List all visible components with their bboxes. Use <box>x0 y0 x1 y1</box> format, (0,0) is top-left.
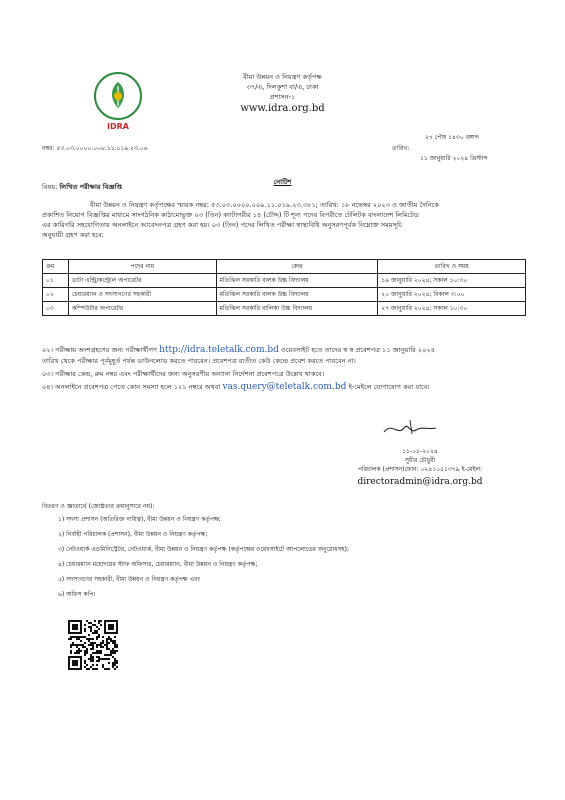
notice-body <box>42 200 532 240</box>
distribution-item: ৬) অফিস কপি। <box>58 591 96 598</box>
distribution-item: ৫) সদস্যগণের সহকারী, বীমা উন্নয়ন ও নিয়ন্ত্রণ কর্তৃপক্ষ এবং <box>58 576 201 583</box>
distribution-item: ২) নির্বাহী পরিচালক (প্রশাসন), বীমা উন্নয়ন ও নিয়ন্ত্রণ কর্তৃপক্ষ; <box>58 531 208 538</box>
instruction-3: ০৩। পরীক্ষার কেন্দ্র, রুম নম্বর এবং পরীক্ষার্থীদের জন্য অনুসরণীয় অন্যান্য নির্দেশনা প্রবেশপত্রে উল্লেখ থাকবে। <box>42 370 325 378</box>
distribution-heading: বিতরণ ও জ্ঞাতার্থে (জ্যেষ্ঠতার ক্রমানুসারে নয়): <box>42 503 155 510</box>
cell-post: ডাটা এন্ট্রি/কন্ট্রোল অপারেটর <box>68 274 216 288</box>
table-row <box>43 274 526 288</box>
instruction-4-text: ০৪। অনলাইনে প্রবেশপত্র পেতে কোন সমস্যা হলে ১২১ নম্বরে অথবা <box>42 383 223 391</box>
notice-title: নোটিশ <box>273 178 292 186</box>
signatory-designation: পরিচালক (প্রশাসন)ফোন: ০২৪১০৫১৩৭৯ ই-মেইল: <box>357 466 483 473</box>
cell-datetime: ২৭ জানুয়ারি ২০২৪; সকাল ১০:৩০ <box>378 302 526 316</box>
body-line: অনুযায়ী গ্রহণ করা হবে: <box>42 231 104 239</box>
col-date-time: তারিখ ও সময় <box>378 260 526 274</box>
table-row <box>43 302 526 316</box>
date-label: তারিখ: <box>392 145 410 152</box>
cell-serial: ০৩ <box>43 302 69 316</box>
signatory-email[interactable]: directoradmin@idra.org.bd <box>357 477 483 487</box>
body-line: এর কারিগরি সহযোগিতায় অনলাইনে আবেদনপত্র গ্রহণ করা হয়। ০৩ (তিন) পদের লিখিত পরীক্ষা স্বাস্থ্যবিধি অনুসরণপূর্বক নিম্নোক্ত সময়সূচি <box>42 221 403 229</box>
cell-datetime: ২০ জানুয়ারি ২০২৪; বিকাল ৩:০০ <box>378 288 526 302</box>
signatory-name: সুধীর চৌধুরী <box>404 457 436 464</box>
body-line: বীমা উন্নয়ন ও নিয়ন্ত্রণ কর্তৃপক্ষের স্মারক নম্বর: ৫৩.০৩.০০০০.০০৯.১১.০১৯.২৩.৩৮১; তারিখ: ১৮ নভেম্বর ২০২৩ ও জাতীয় দৈনিকে <box>90 201 439 209</box>
teletalk-link[interactable]: http://idra.teletalk.com.bd <box>159 345 279 355</box>
memo-number: নম্বর: ৫৩.০৩.০০০০.০০৮.১১.০১৯.২৩.০৬ <box>42 145 148 152</box>
instruction-2-line2: তারিখ থেকে পরীক্ষার পূর্বমুহূর্ত পর্যন্ত ডাউনলোড করতে পারবেন। প্রবেশপত্র ব্যতীত কেউ কেন্দ্রে প্রবেশ করতে পারবেন না। <box>42 357 356 365</box>
org-name: বীমা উন্নয়ন ও নিয়ন্ত্রণ কর্তৃপক্ষ <box>243 73 322 81</box>
col-center: কেন্দ্র <box>216 260 378 274</box>
cell-center: মতিঝিল সরকারি বালক উচ্চ বিদ্যালয় <box>216 274 378 288</box>
distribution <box>42 503 542 599</box>
subject-text: লিখিত পরীক্ষার বিজ্ঞপ্তি <box>59 183 123 191</box>
cell-serial: ০২ <box>43 288 69 302</box>
instructions <box>42 345 542 392</box>
cell-center: মতিঝিল সরকারি বালক উচ্চ বিদ্যালয় <box>216 288 378 302</box>
col-serial: ক্রম <box>43 260 69 274</box>
signature-date: ১১-০১-২০২৪ <box>402 448 438 455</box>
query-email-link[interactable]: vas.query@teletalk.com.bd <box>222 382 347 392</box>
instruction-4-text-cont: ই-মেইলে যোগাযোগ করা যাবে। <box>346 383 430 391</box>
signature-scribble-icon <box>380 418 440 440</box>
cell-serial: ০১ <box>43 274 69 288</box>
subject-label: বিষয়: <box>42 183 58 191</box>
body-line: প্রকাশিত নিয়োগ বিজ্ঞপ্তির মাধ্যমে সাংগঠনিক কাঠামোভুক্ত ০৩ (তিন) ক্যাটাগরীর ১৪ (চৌদ্দ) টি শূন্য পদের বিপরীতে টেলিটক বাংলাদেশ লিমিটেড <box>42 211 419 219</box>
cell-datetime: ১৯ জানুয়ারি ২০২৪; সকাল ১০:৩০ <box>378 274 526 288</box>
distribution-item: ১) সদস্য প্রশাসন (অতিরিক্ত দায়িত্ব), বীমা উন্নয়ন ও নিয়ন্ত্রণ কর্তৃপক্ষ; <box>58 516 221 523</box>
schedule-table <box>42 259 526 316</box>
instruction-2-text-cont: ওয়েবসাইট হতে তাদের স্ব স্ব প্রবেশপত্র ১১ জানুয়ারি ২০২৪ <box>278 346 436 354</box>
org-address: ৩৭/এ, দিলকুশা বা/এ, ঢাকা <box>246 83 319 91</box>
qr-code-icon <box>68 620 118 670</box>
table-header-row <box>43 260 526 274</box>
cell-post: কম্পিউটার অপারেটর <box>68 302 216 316</box>
distribution-item: ৪) চেয়ারম্যান মহোদয়ের স্টাফ অফিসার, চেয়ারম্যান, বীমা উন্নয়ন ও নিয়ন্ত্রণ কর্তৃপক্ষ; <box>58 561 258 568</box>
website-link[interactable]: www.idra.org.bd <box>240 103 325 114</box>
cell-center: মতিঝিল সরকারি বালিকা উচ্চ বিদ্যালয় <box>216 302 378 316</box>
date-greg: ১১ জানুয়ারি ২০২৪ খ্রিস্টাব্দ <box>420 155 488 162</box>
distribution-item: ৩) নেটওয়ার্ক এডমিনিস্ট্রেটর, নেটওয়ার্ক, বীমা উন্নয়ন ও নিয়ন্ত্রণ কর্তৃপক্ষ (কর্তৃপক্ষের ওয়েবসাইটে আপলোডের অনুরোধসহ); <box>58 546 349 553</box>
instruction-2-text: ০২। পরীক্ষায় অংশগ্রহণের জন্য পরীক্ষার্থীগণ <box>42 346 160 354</box>
table-row <box>43 288 526 302</box>
logo-text: IDRA <box>107 122 129 131</box>
cell-post: চেয়ারম্যান ও সদস্যগণের সহকারী <box>68 288 216 302</box>
department: প্রশাসন-১ <box>269 93 296 101</box>
date-bangla: ২৭ পৌষ ১৪৩০ বঙ্গাব্দ <box>425 134 479 141</box>
col-post-name: পদের নাম <box>68 260 216 274</box>
